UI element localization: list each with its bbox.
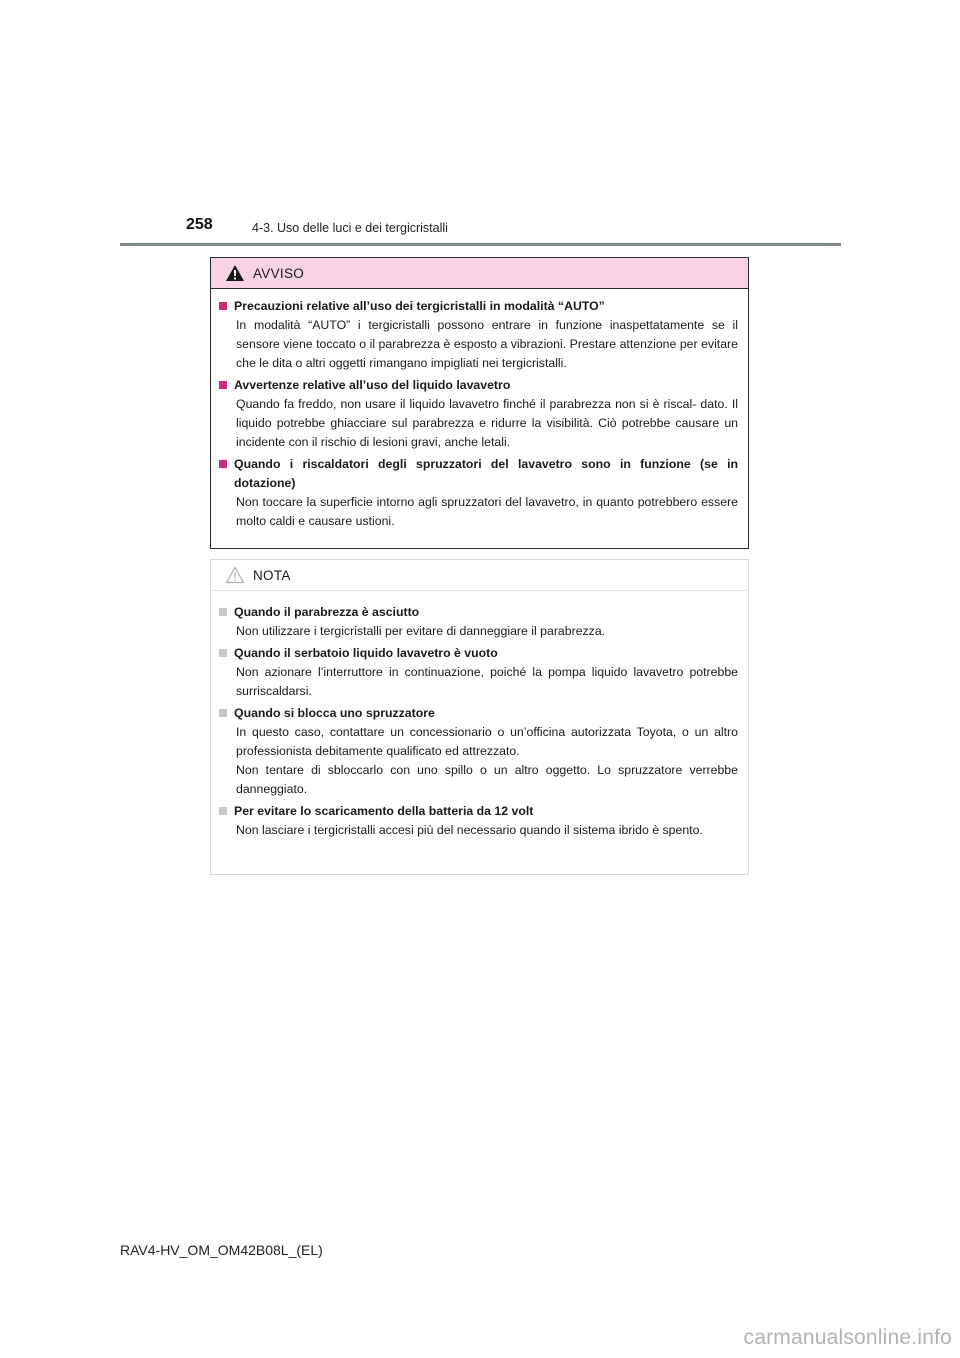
warning-item-nozzle-heaters — [219, 455, 738, 531]
warning-title: AVVISO — [253, 265, 305, 281]
warning-item-text: Quando fa freddo, non usare il liquido lavavetro finché il parabrezza non si è riscal- dato. Il liquido potrebbe ghiacciare sul parabrezza e ridurre la visibilità. Ciò potrebbe causare un incidente con il rischio di lesioni gravi, anche letali. — [236, 397, 738, 449]
section-title: 4-3. Uso delle luci e dei tergicristalli — [252, 221, 448, 235]
note-item-clogged-nozzle — [219, 704, 738, 799]
square-bullet-icon — [219, 302, 227, 310]
note-item-text: Non utilizzare i tergicristalli per evitare di danneggiare il parabrezza. — [236, 624, 606, 638]
note-item-empty-tank — [219, 644, 738, 701]
note-item-title: Per evitare lo scaricamento della batteria da 12 volt — [234, 804, 534, 818]
warning-item-title: Quando i riscaldatori degli spruzzatori del lavavetro sono in funzione (se in dotazione) — [234, 457, 738, 490]
warning-triangle-icon — [225, 264, 245, 282]
square-bullet-icon — [219, 381, 227, 389]
square-bullet-icon — [219, 807, 227, 815]
warning-item-title: Avvertenze relative all’uso del liquido lavavetro — [234, 378, 511, 392]
warning-item-washer-fluid — [219, 376, 738, 452]
warning-item-auto-mode — [219, 297, 738, 373]
note-box — [210, 559, 749, 875]
note-item-title: Quando si blocca uno spruzzatore — [234, 706, 435, 720]
square-bullet-icon — [219, 709, 227, 717]
page-number: 258 — [186, 216, 213, 233]
note-header — [211, 560, 748, 591]
note-item-text: Non lasciare i tergicristalli accesi più del necessario quando il sistema ibrido è spento. — [236, 823, 703, 837]
note-item-text: In questo caso, contattare un concessionario o un’officina autorizzata Toyota, o un altro professionista debitamente qualificato ed attrezzato. Non tentare di sbloccarlo con uno spillo o un altro oggetto. Lo spruzzatore verrebbe danneggiato. — [236, 725, 738, 796]
watermark: carmanualsonline.info — [743, 1326, 952, 1349]
square-bullet-icon — [219, 608, 227, 616]
header-rule — [120, 243, 841, 246]
note-item-dry-windshield — [219, 603, 738, 641]
square-bullet-icon — [219, 649, 227, 657]
document-code: RAV4-HV_OM_OM42B08L_(EL) — [120, 1242, 323, 1258]
warning-item-text: Non toccare la superficie intorno agli spruzzatori del lavavetro, in quanto potrebbero essere molto caldi e causare ustioni. — [236, 495, 738, 528]
note-title: NOTA — [253, 567, 291, 583]
square-bullet-icon — [219, 460, 227, 468]
warning-box — [210, 257, 749, 549]
caution-triangle-outline-icon — [225, 566, 245, 584]
note-item-text: Non azionare l’interruttore in continuazione, poiché la pompa liquido lavavetro potrebbe surriscaldarsi. — [236, 665, 738, 698]
note-item-title: Quando il parabrezza è asciutto — [234, 605, 420, 619]
warning-item-title: Precauzioni relative all’uso dei tergicristalli in modalità “AUTO” — [234, 299, 605, 313]
note-item-title: Quando il serbatoio liquido lavavetro è vuoto — [234, 646, 498, 660]
note-item-battery — [219, 802, 738, 840]
warning-header — [211, 258, 748, 289]
warning-item-text: In modalità “AUTO” i tergicristalli possono entrare in funzione inaspettatamente se il sensore viene toccato o il parabrezza è esposto a vibrazioni. Prestare attenzione per evitare che le dita o altri oggetti rimangano impigliati nei tergicristalli. — [236, 318, 738, 370]
